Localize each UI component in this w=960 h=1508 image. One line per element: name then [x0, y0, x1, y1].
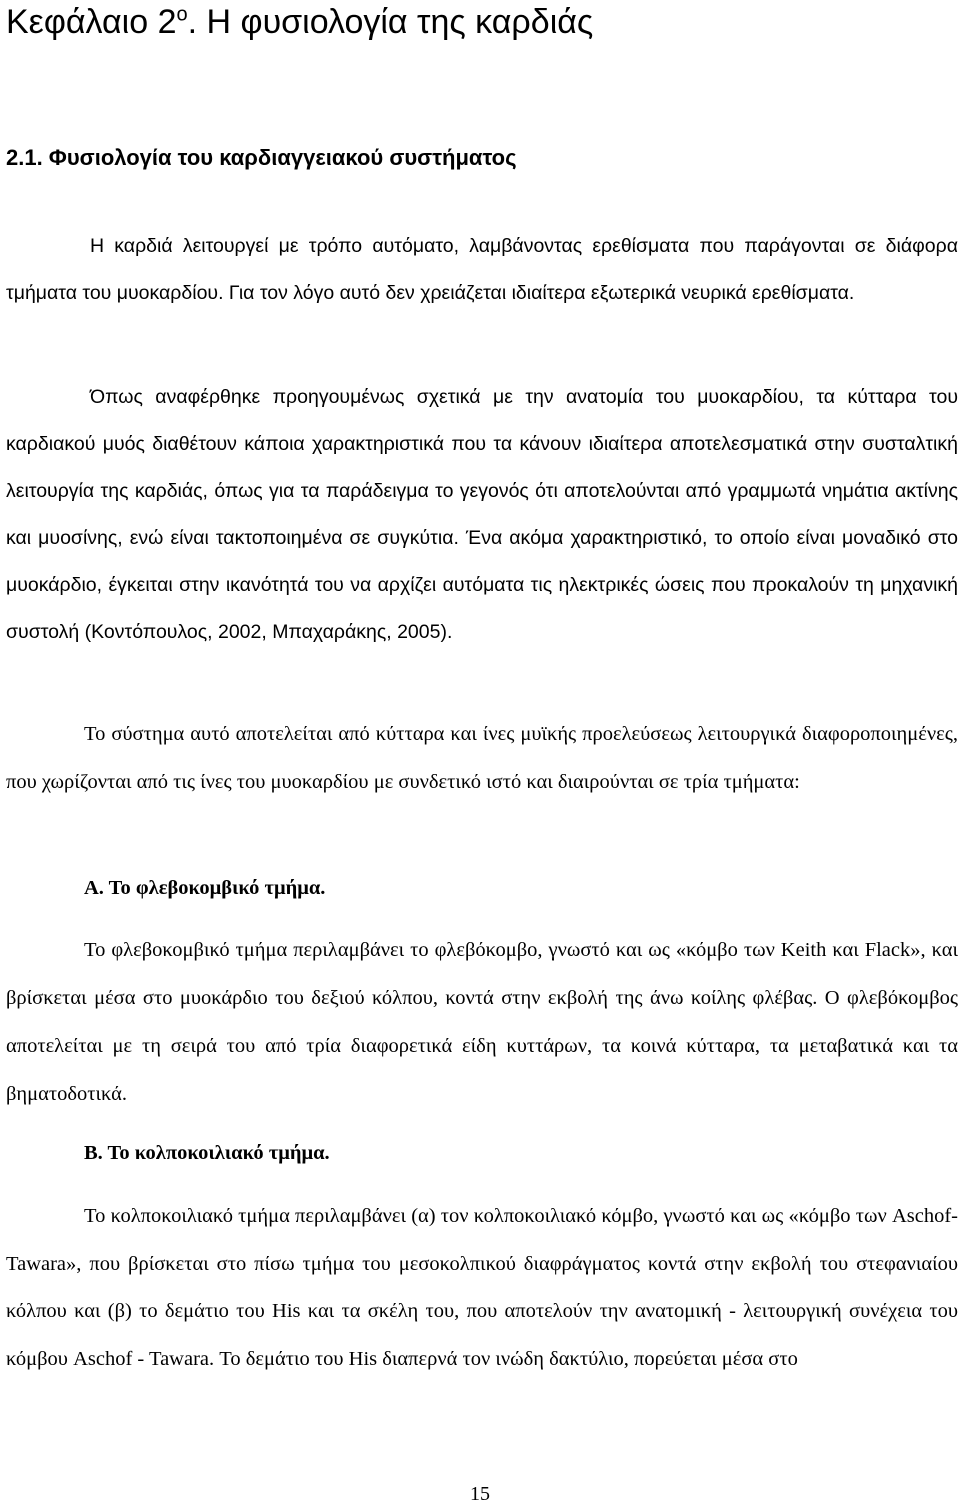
- page-number: 15: [470, 1483, 490, 1505]
- chapter-title: [6, 2, 593, 42]
- subheading-atrioventricular-part: Β. Το κολποκοιλιακό τμήμα.: [84, 1142, 330, 1164]
- paragraph-myocardium-cells: Όπως αναφέρθηκε προηγουμένως σχετικά με την ανατομία του μυοκαρδίου, τα κύτταρα του καρδιακού μυός διαθέτουν κάποια χαρακτηριστικά που τα κάνουν ιδιαίτερα αποτελεσματικά στην συσταλτική λειτουργία της καρδιάς, όπως για τα παράδειγμα το γεγονός ότι αποτελούνται από γραμμωτά νημάτια ακτίνης και μυοσίνης, ενώ είναι τακτοποιημένα σε συγκύτια. Ένα ακόμα χαρακτηριστικό, το οποίο είναι μοναδικό στο μυοκάρδιο, έγκειται στην ικανότητά του να αρχίζει αυτόματα τις ηλεκτρικές ώσεις που προκαλούν τη μηχανική συστολή (Κοντόπουλος, 2002, Μπαχαράκης, 2005).: [6, 386, 958, 643]
- chapter-ordinal-superscript: ο: [176, 3, 188, 26]
- paragraph-conduction-system: Το σύστημα αυτό αποτελείται από κύτταρα και ίνες μυϊκής προελεύσεως λειτουργικά διαφοροποιημένες, που χωρίζονται από τις ίνες του μυοκαρδίου με συνδετικό ιστό και διαιρούνται σε τρία τμήματα:: [6, 723, 958, 793]
- subheading-sinoatrial-part: Α. Το φλεβοκομβικό τμήμα.: [84, 877, 326, 899]
- paragraph-heart-function: Η καρδιά λειτουργεί με τρόπο αυτόματο, λαμβάνοντας ερεθίσματα που παράγονται σε διάφορα τμήματα του μυοκαρδίου. Για τον λόγο αυτό δεν χρειάζεται ιδιαίτερα εξωτερικά νευρικά ερεθίσματα.: [6, 235, 958, 304]
- chapter-title-text: . Η φυσιολογία της καρδιάς: [187, 3, 594, 41]
- paragraph-sinoatrial-node: Το φλεβοκομβικό τμήμα περιλαμβάνει το φλεβόκομβο, γνωστό και ως «κόμβο των Keith και Flack», και βρίσκεται μέσα στο μυοκάρδιο του δεξιού κόλπου, κοντά στην εκβολή της άνω κοίλης φλέβας. Ο φλεβόκομβος αποτελείται με τη σειρά του από τρία διαφορετικά είδη κυττάρων, τα κοινά κύτταρα, τα μεταβατικά και τα βηματοδοτικά.: [6, 939, 958, 1105]
- chapter-prefix: Κεφάλαιο 2: [6, 3, 177, 41]
- section-title: 2.1. Φυσιολογία του καρδιαγγειακού συστήματος: [6, 145, 517, 170]
- paragraph-atrioventricular-node: Το κολποκοιλιακό τμήμα περιλαμβάνει (α) τον κολποκοιλιακό κόμβο, γνωστό και ως «κόμβο των Aschof- Tawara», που βρίσκεται στο πίσω τμήμα του μεσοκολπικού διαφράγματος κοντά στην εκβολή του στεφανιαίου κόλπου και (β) το δεμάτιο του His και τα σκέλη του, που αποτελούν την ανατομική - λειτουργική συνέχεια του κόμβου Aschof - Tawara. Το δεμάτιο του His διαπερνά τον ινώδη δακτύλιο, πορεύεται μέσα στο: [6, 1205, 958, 1370]
